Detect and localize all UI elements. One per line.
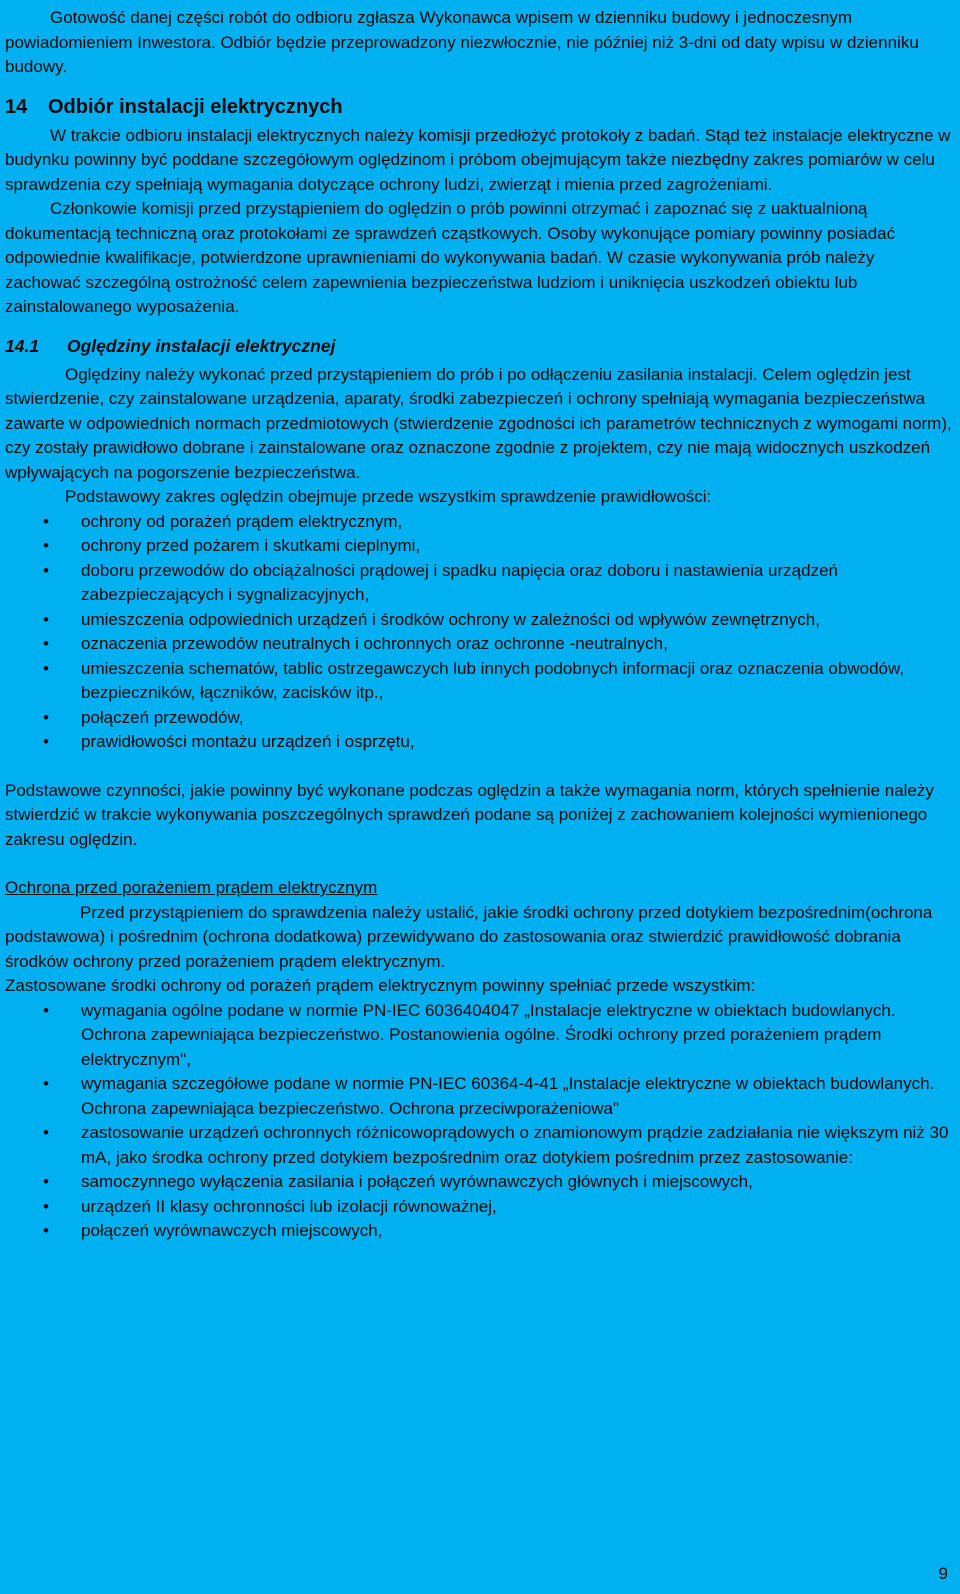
list-item: • ochrony od porażeń prądem elektrycznym, [5, 510, 953, 535]
section-14-paragraph-2: Członkowie komisji przed przystąpieniem do oględzin o prób powinni otrzymać i zapoznać się z uaktualnioną dokumentacją techniczną oraz protokołami ze sprawdzeń cząstkowych. Osoby wykonujące pomiary powinny posiadać odpowiednie kwalifikacje, potwierdzone uprawnieniami do wykonywania badań. W czasie wykonywania prób należy zachować szczególną ostrożność celem zapewnienia bezpieczeństwa ludziom i uniknięcia uszkodzeń obiektu lub zainstalowanego wyposażenia. [5, 199, 896, 316]
page-number: 9 [938, 1564, 948, 1583]
list-item: • połączeń wyrównawczych miejscowych, [5, 1219, 953, 1244]
section-14-paragraph-1: W trakcie odbioru instalacji elektrycznych należy komisji przedłożyć protokoły z badań. Stąd też instalacje elektryczne w budynku powinny być poddane szczegółowym oględzinom i próbom obejmującym także niezbędny zakres pomiarów w celu sprawdzenia czy spełniają wymagania dotyczące ochrony ludzi, zwierząt i mienia przed zagrożeniami. [5, 125, 951, 194]
list-item: • wymagania ogólne podane w normie PN-IEC 6036404047 „Instalacje elektryczne w obiektach budowlanych. Ochrona zapewniająca bezpieczeństwo. Postanowienia ogólne. Środki ochrony przed porażeniem prądem elektrycznym", [43, 1000, 896, 1069]
section-14-heading [5, 94, 953, 120]
bullet-icon: • [43, 658, 49, 678]
list-item: • ochrony przed pożarem i skutkami cieplnymi, [5, 534, 953, 559]
section-14-1-heading [5, 334, 953, 358]
list-item: • umieszczenia odpowiednich urządzeń i środków ochrony w zależności od wpływów zewnętrznych, [5, 608, 953, 633]
inspection-scope-list [5, 510, 953, 755]
section-14-1-title: Oględziny instalacji elektrycznej [67, 335, 336, 356]
list-item: • połączeń przewodów, [5, 706, 953, 731]
list-item: • umieszczenia schematów, tablic ostrzegawczych lub innych podobnych informacji oraz oznaczenia obwodów, bezpieczników, łączników, zacisków itp., [43, 658, 905, 702]
bullet-icon: • [43, 511, 49, 531]
bullet-icon: • [43, 707, 49, 727]
protection-heading: Ochrona przed porażeniem prądem elektrycznym [5, 878, 378, 897]
section-14-1-paragraph-3: Podstawowe czynności, jakie powinny być wykonane podczas oględzin a także wymagania norm, których spełnienie należy stwierdzić w trakcie wykonywania poszczególnych sprawdzeń podane są poniżej z zachowaniem kolejności wymienionego zakresu oględzin. [5, 780, 934, 849]
section-14-title: Odbiór instalacji elektrycznych [48, 95, 343, 118]
bullet-icon: • [43, 634, 49, 653]
bullet-icon: • [43, 732, 49, 751]
list-item: • oznaczenia przewodów neutralnych i ochronnych oraz ochronne -neutralnych, [5, 632, 953, 657]
bullet-icon: • [43, 1196, 49, 1216]
list-item: • zastosowanie urządzeń ochronnych różnicowoprądowych o znamionowym prądzie zadziałania nie większym niż 30 mA, jako środka ochrony przed dotykiem bezpośrednim oraz dotykiem pośrednim przez zastosowanie: [43, 1123, 949, 1167]
bullet-icon: • [43, 1172, 49, 1191]
section-14-1-paragraph-2: Podstawowy zakres oględzin obejmuje przede wszystkim sprawdzenie prawidłowości: [65, 487, 712, 506]
list-item: • wymagania szczegółowe podane w normie PN-IEC 60364-4-41 „Instalacje elektryczne w obiektach budowlanych. Ochrona zapewniająca bezpieczeństwo. Ochrona przeciwporażeniowa" [43, 1074, 935, 1118]
bullet-icon: • [43, 1000, 49, 1020]
intro-paragraph: Gotowość danej części robót do odbioru zgłasza Wykonawca wpisem w dzienniku budowy i jednoczesnym powiadomieniem Inwestora. Odbiór będzie przeprowadzony niezwłocznie, nie później niż 3-dni od daty wpisu w dzienniku budowy. [5, 8, 919, 76]
document-page [5, 6, 953, 1244]
bullet-icon: • [43, 1221, 49, 1240]
section-14-1-paragraph-1: Oględziny należy wykonać przed przystąpieniem do prób i po odłączeniu zasilania instalacji. Celem oględzin jest stwierdzenie, czy zainstalowane urządzenia, aparaty, środki zabezpieczeń i ochrony spełniają wymagania bezpieczeństwa zawarte w odpowiednich normach przedmiotowych (stwierdzenie zgodności ich parametrów technicznych z wymogami norm), czy zostały prawidłowo dobrane i zainstalowane oraz oznaczone zgodnie z projektem, czy nie mają widocznych uszkodzeń wpływających na pogorszenie bezpieczeństwa. [5, 364, 952, 482]
list-item: • prawidłowości montażu urządzeń i osprzętu, [5, 730, 953, 755]
bullet-icon: • [43, 560, 49, 580]
bullet-icon: • [43, 1074, 49, 1093]
list-item: • doboru przewodów do obciążalności prądowej i spadku napięcia oraz doboru i nastawienia urządzeń zabezpieczających i sygnalizacyjnych, [43, 560, 838, 604]
bullet-icon: • [43, 536, 49, 555]
list-item: • urządzeń II klasy ochronności lub izolacji równoważnej, [5, 1195, 953, 1220]
bullet-icon: • [43, 609, 49, 629]
protection-measures-list [5, 999, 953, 1244]
protection-paragraph-1: Przed przystąpieniem do sprawdzenia należy ustalić, jakie środki ochrony przed dotykiem bezpośrednim(ochrona podstawowa) i pośrednim (ochrona dodatkowa) przewidywano do zastosowania oraz stwierdzić prawidłowość dobrania środków ochrony przed porażeniem prądem elektrycznym. [5, 902, 933, 971]
list-item: • samoczynnego wyłączenia zasilania i połączeń wyrównawczych głównych i miejscowych, [5, 1170, 953, 1195]
section-14-1-number: 14.1 [5, 335, 40, 356]
bullet-icon: • [43, 1123, 49, 1142]
protection-paragraph-2: Zastosowane środki ochrony od porażeń prądem elektrycznym powinny spełniać przede wszystkim: [5, 976, 756, 995]
section-14-number: 14 [5, 95, 28, 118]
